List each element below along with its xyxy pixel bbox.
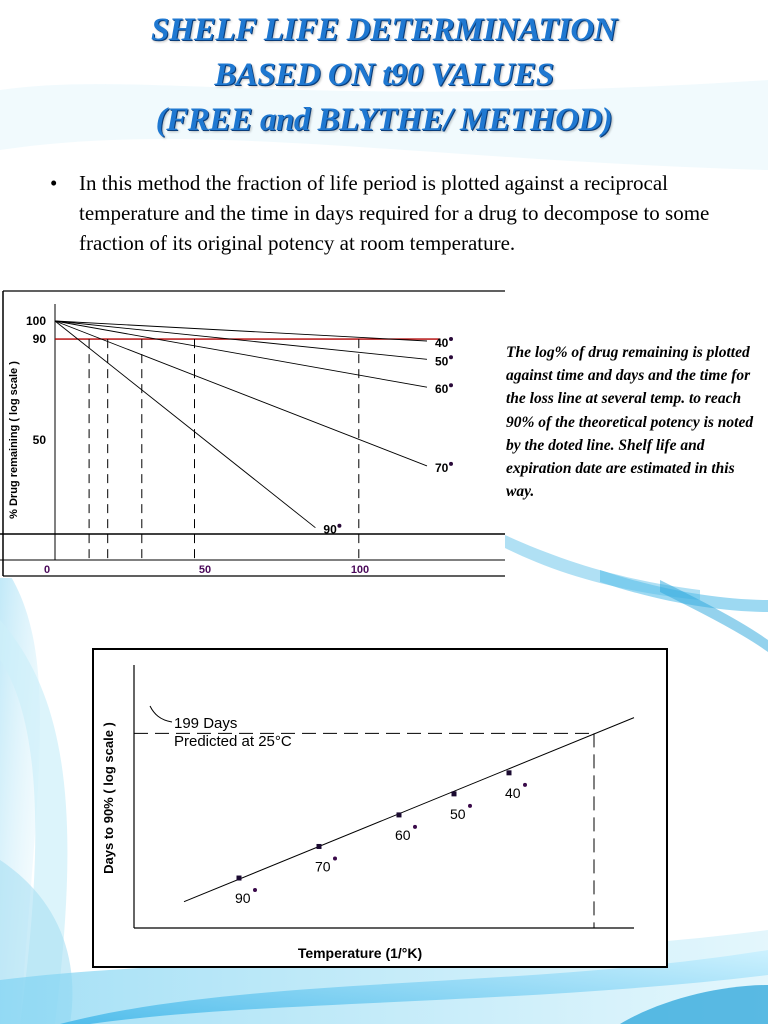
data-point <box>397 812 402 817</box>
degree-mark <box>449 355 453 359</box>
chart2-x-axis-label: Temperature (1/°K) <box>297 945 423 961</box>
prediction-annotation-temp: Predicted at 25°C <box>174 733 292 750</box>
y-tick-label: 100 <box>25 314 46 328</box>
degree-mark <box>523 783 527 787</box>
arrhenius-shelf-life-chart <box>92 648 668 968</box>
x-tick-label: 50 <box>198 564 212 576</box>
bullet-text: In this method the fraction of life period is plotted against a reciprocal temperature and the time in days required for a drug to decompose to some fraction of its original potency at room temperature. <box>79 171 710 255</box>
series-label: 70 <box>435 460 449 475</box>
data-point <box>237 876 242 881</box>
series-label: 60 <box>435 382 449 397</box>
degree-mark <box>333 856 337 860</box>
degree-mark <box>413 825 417 829</box>
point-label: 60 <box>395 826 411 843</box>
x-tick-label: 0 <box>43 564 51 576</box>
degree-mark <box>449 462 453 466</box>
title-line-2: BASED ON t90 VALUES <box>214 57 554 93</box>
point-label: 50 <box>450 805 466 822</box>
degree-mark <box>253 888 257 892</box>
y-tick-label: 50 <box>32 433 46 447</box>
prediction-annotation-days: 199 Days <box>174 715 238 732</box>
data-point <box>507 770 512 775</box>
point-label: 40 <box>505 784 521 801</box>
data-point <box>452 791 457 796</box>
degree-mark <box>449 383 453 387</box>
degree-mark <box>337 524 341 528</box>
chart-caption: The log% of drug remaining is plotted against time and days and the time for the loss line at several temp. to reach 90% of the theoretical potency is noted by the doted line. Shelf life and expiration date are estimated in this way. <box>506 344 754 501</box>
degree-mark <box>449 337 453 341</box>
chart2-y-axis-label: Days to 90% ( log scale ) <box>101 722 116 874</box>
title-line-3: (FREE and BLYTHE/ METHOD) <box>155 102 613 138</box>
series-label: 50 <box>435 354 449 369</box>
data-point <box>317 844 322 849</box>
title-line-1: SHELF LIFE DETERMINATION <box>150 12 618 48</box>
bullet-marker: • <box>50 171 58 195</box>
x-tick-label: 100 <box>350 564 370 576</box>
chart1-y-axis-label: % Drug remaining ( log scale ) <box>8 361 20 519</box>
point-label: 90 <box>235 890 251 907</box>
point-label: 70 <box>315 858 331 875</box>
series-label: 40 <box>435 336 449 351</box>
slide-title <box>0 8 768 143</box>
degree-mark <box>468 804 472 808</box>
y-tick-label: 90 <box>32 332 46 347</box>
drug-remaining-chart <box>0 288 505 578</box>
chart2-frame <box>93 649 667 967</box>
series-label: 90 <box>323 522 337 537</box>
